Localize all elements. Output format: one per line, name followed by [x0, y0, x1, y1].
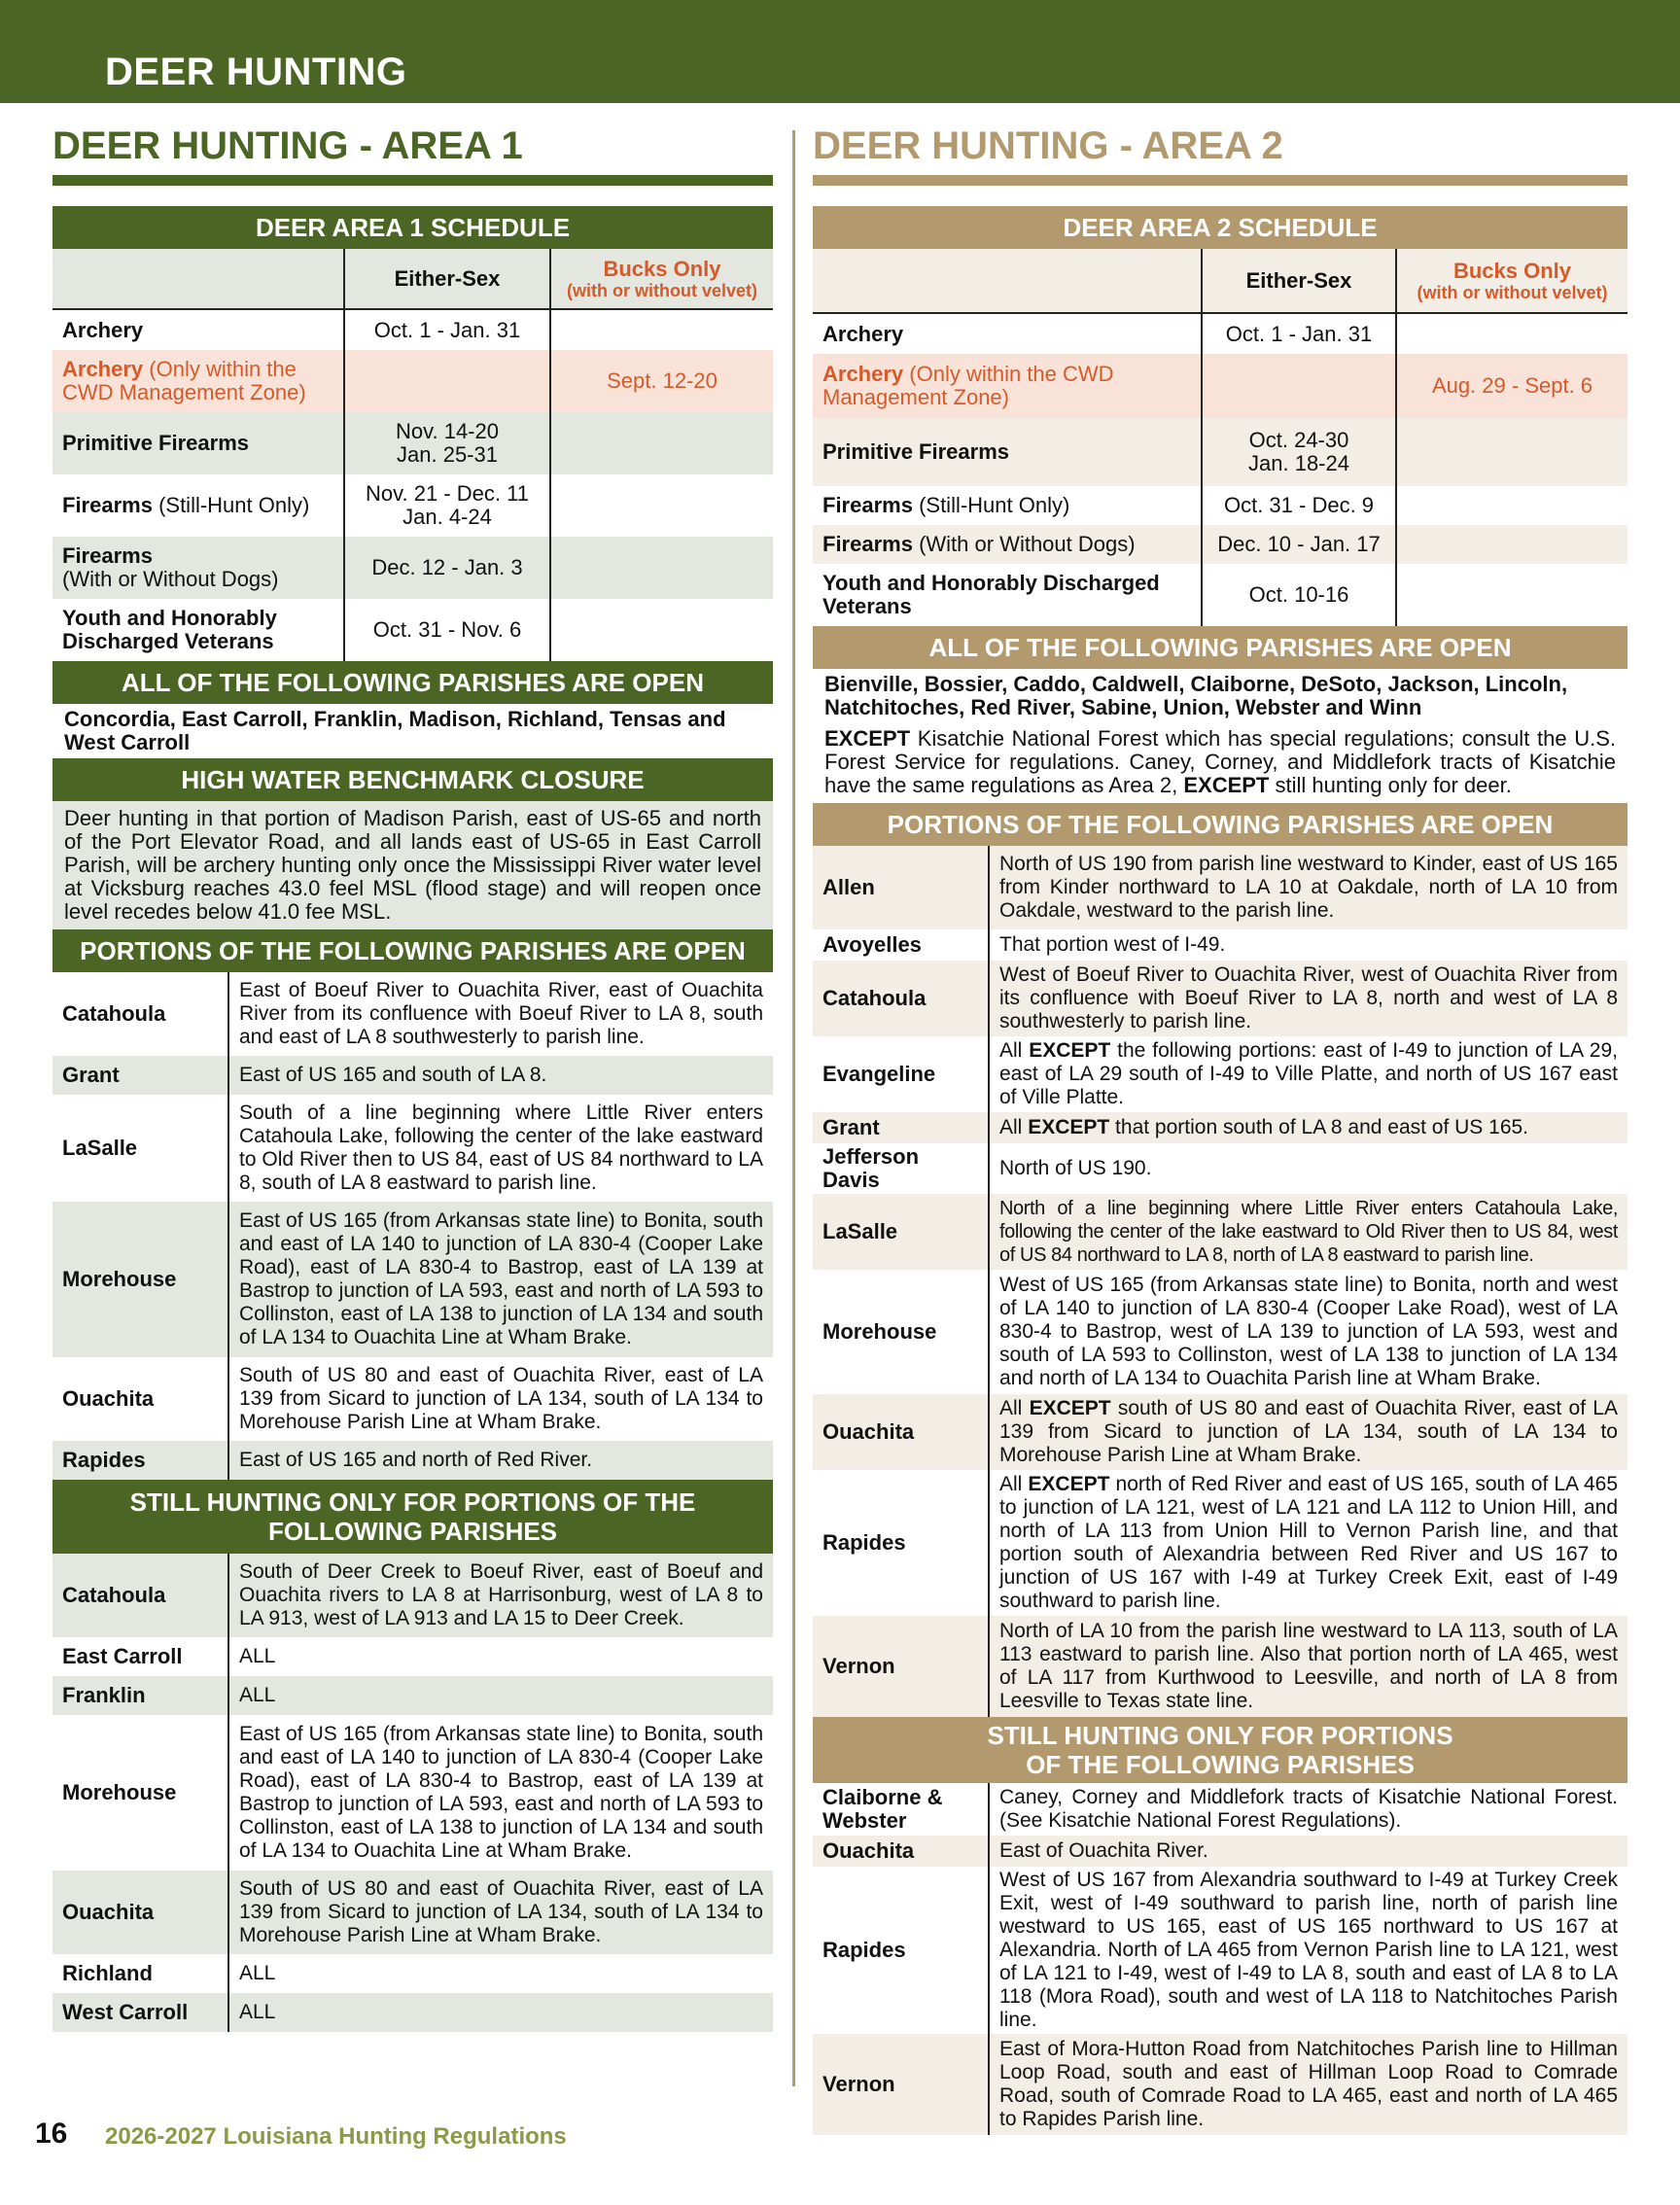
parish-name: Ouachita	[813, 1394, 989, 1470]
parish-name: Richland	[62, 1961, 153, 1985]
area2-title: DEER HUNTING - AREA 2	[813, 124, 1283, 167]
parish-name: Rapides	[822, 1530, 906, 1555]
schedule-bucks-value	[1396, 525, 1628, 564]
parish-description: East of Boeuf River to Ouachita River, east of Ouachita River from its confluence with Boeuf River to LA 8, south and east of LA 8 southwesterly to parish line.	[228, 972, 773, 1056]
parish-description: East of Mora-Hutton Road from Natchitoches Parish line to Hillman Loop Road, south and east of Hillman Loop Road to Comrade Road, south of Comrade Road to LA 465, east and north of LA 465 to Rapides Parish line.	[989, 2034, 1628, 2135]
parish-description: East of US 165 (from Arkansas state line) to Bonita, south and east of LA 140 to junction of LA 830-4 (Cooper Lake Road), east of LA 830-4 to Bastrop, east of LA 139 at Bastrop to junction of LA 593, east and north of LA 593 to Collinston, east of LA 138 to junction of LA 134 and south of LA 134 to Ouachita Line at Wham Brake.	[228, 1715, 773, 1871]
area2-except-note: EXCEPT Kisatchie National Forest which has special regulations; consult the U.S. Forest Service for regulations. Caney, Corney, and Middlefork tracts of Kisatchie have the same regulations as Area 2, EXCEPT still hunting only for deer.	[824, 726, 1616, 797]
schedule-either-value	[344, 350, 550, 412]
parish-description: East of US 165 and south of LA 8.	[228, 1056, 773, 1095]
either-sex-header: Either-Sex	[344, 249, 550, 309]
parish-description: That portion west of I-49.	[989, 929, 1628, 961]
area1-portions-title: PORTIONS OF THE FOLLOWING PARISHES ARE OPEN	[52, 929, 773, 972]
area2-portions-table	[813, 846, 1628, 1717]
schedule-bucks-value	[550, 474, 773, 537]
banner-title: DEER HUNTING	[105, 51, 407, 93]
area1-still-title: STILL HUNTING ONLY FOR PORTIONS OF THE FOLLOWING PARISHES	[52, 1480, 773, 1554]
bucks-only-header: Bucks Only (with or without velvet)	[1396, 249, 1628, 313]
schedule-bucks-value	[550, 537, 773, 599]
schedule-either-value: Oct. 10-16	[1202, 564, 1396, 626]
parish-name: Ouachita	[52, 1871, 228, 1954]
schedule-bucks-value: Sept. 12-20	[550, 350, 773, 412]
schedule-either-value: Nov. 21 - Dec. 11 Jan. 4-24	[344, 474, 550, 537]
area1-open-title: ALL OF THE FOLLOWING PARISHES ARE OPEN	[52, 661, 773, 704]
schedule-either-value: Oct. 24-30 Jan. 18-24	[1202, 418, 1396, 486]
parish-description: North of US 190 from parish line westward to Kinder, east of US 165 from Kinder northward to LA 10 at Oakdale, north of LA 10 from Oakdale, westward to the parish line.	[989, 846, 1628, 929]
parish-description: East of Ouachita River.	[989, 1836, 1628, 1867]
schedule-either-value: Dec. 10 - Jan. 17	[1202, 525, 1396, 564]
area2-open-title: ALL OF THE FOLLOWING PARISHES ARE OPEN	[813, 626, 1628, 669]
schedule-bucks-value	[550, 599, 773, 661]
area2-schedule-table	[813, 249, 1628, 626]
schedule-row-label: Youth and Honorably Discharged Veterans	[62, 606, 277, 653]
parish-name: Morehouse	[822, 1319, 937, 1344]
schedule-row-label: Firearms (With or Without Dogs)	[813, 525, 1202, 564]
area1-open-list: Concordia, East Carroll, Franklin, Madison, Richland, Tensas and West Carroll	[64, 707, 726, 754]
schedule-bucks-value	[550, 309, 773, 350]
parish-description: North of LA 10 from the parish line westward to LA 113, south of LA 113 eastward to parish line. Also that portion north of LA 465, west of LA 117 from Kurthwood to Leesville, and north of LA 8 from Leesville to Texas state line.	[989, 1616, 1628, 1717]
area1-column	[52, 206, 773, 2032]
parish-description: West of US 165 (from Arkansas state line) to Bonita, north and west of LA 140 to junction of LA 830-4 (Cooper Lake Road), west of LA 830-4 to Bastrop, west of LA 139 to junction of LA 593, west and south of LA 593 to Collinston, west of LA 138 to junction of LA 134 and north of LA 134 to Ouachita Parish line at Wham Brake.	[989, 1270, 1628, 1394]
parish-description: ALL	[228, 1993, 773, 2032]
parish-name: Ouachita	[813, 1836, 989, 1867]
schedule-bucks-value	[1396, 313, 1628, 354]
parish-description: East of US 165 and north of Red River.	[228, 1441, 773, 1480]
parish-name: Vernon	[813, 2034, 989, 2135]
parish-description: West of Boeuf River to Ouachita River, west of Ouachita River from its confluence with Boeuf River to LA 8, north and west of LA 8 southwesterly to parish line.	[989, 961, 1628, 1036]
schedule-either-value: Oct. 31 - Nov. 6	[344, 599, 550, 661]
schedule-bucks-value	[550, 412, 773, 474]
parish-description: ALL	[228, 1676, 773, 1715]
area1-schedule-title: DEER AREA 1 SCHEDULE	[52, 206, 773, 249]
schedule-row-label: Primitive Firearms	[52, 412, 344, 474]
schedule-row-label: Archery (Only within the CWD Management Zone)	[52, 350, 344, 412]
schedule-either-value: Dec. 12 - Jan. 3	[344, 537, 550, 599]
schedule-either-value: Oct. 1 - Jan. 31	[344, 309, 550, 350]
parish-name: East Carroll	[62, 1644, 183, 1668]
area1-portions-table	[52, 972, 773, 1480]
parish-description: ALL	[228, 1954, 773, 1993]
parish-name: Rapides	[52, 1441, 228, 1480]
parish-name: West Carroll	[52, 1993, 228, 2032]
parish-description: All EXCEPT north of Red River and east of US 165, south of LA 465 to junction of LA 121, west of LA 121 and LA 112 to Union Hill, and north of LA 113 from Union Hill to Vernon Parish line, and that portion south of Alexandria between Red River and US 167 to junction of US 167 with I-49 at Turkey Creek Exit, east of I-49 southward to parish line.	[989, 1470, 1628, 1616]
schedule-either-value: Oct. 31 - Dec. 9	[1202, 486, 1396, 525]
parish-description: South of US 80 and east of Ouachita River, east of LA 139 from Sicard to junction of LA 134, south of LA 134 to Morehouse Parish Line at Wham Brake.	[228, 1871, 773, 1954]
schedule-bucks-value	[1396, 418, 1628, 486]
parish-name: Franklin	[52, 1676, 228, 1715]
parish-description: South of US 80 and east of Ouachita River, east of LA 139 from Sicard to junction of LA 134, south of LA 134 to Morehouse Parish Line at Wham Brake.	[228, 1357, 773, 1441]
area2-open-list: Bienville, Bossier, Caddo, Caldwell, Claiborne, DeSoto, Jackson, Lincoln, Natchitoches, Red River, Sabine, Union, Webster and Winn	[824, 672, 1568, 719]
parish-name: Rapides	[822, 1938, 906, 1962]
either-sex-header: Either-Sex	[1202, 249, 1396, 313]
area2-portions-title: PORTIONS OF THE FOLLOWING PARISHES ARE OPEN	[813, 803, 1628, 846]
parish-name: Catahoula	[52, 1554, 228, 1637]
parish-name: LaSalle	[813, 1194, 989, 1270]
parish-name: Evangeline	[822, 1062, 936, 1086]
area2-still-table	[813, 1783, 1628, 2135]
schedule-row-label: Firearms (Still-Hunt Only)	[822, 493, 1070, 517]
parish-name: Catahoula	[62, 1001, 166, 1026]
schedule-bucks-value: Aug. 29 - Sept. 6	[1396, 354, 1628, 418]
area1-high-water-text: Deer hunting in that portion of Madison Parish, east of US-65 and north of the Port Elevator Road, and all lands east of US-65 in East Carroll Parish, will be archery hunting only once the Mississippi River water level at Vicksburg reaches 43.0 feel MSL (flood stage) and will reopen once level recedes below 41.0 fee MSL.	[52, 801, 773, 929]
parish-description: South of Deer Creek to Boeuf River, east of Boeuf and Ouachita rivers to LA 8 at Harrisonburg, west of LA 8 to LA 913, west of LA 913 and LA 15 to Deer Creek.	[228, 1554, 773, 1637]
area1-title: DEER HUNTING - AREA 1	[52, 124, 523, 167]
parish-name: LaSalle	[62, 1136, 138, 1160]
schedule-row-label: Archery (Only within the CWD Management Zone)	[813, 354, 1202, 418]
schedule-row-label: Archery	[822, 321, 904, 346]
parish-name: Catahoula	[813, 961, 989, 1036]
area2-rule	[813, 175, 1628, 186]
parish-name: Claiborne & Webster	[822, 1785, 943, 1833]
schedule-row-label: Archery	[62, 317, 144, 342]
schedule-row-label: Firearms (Still-Hunt Only)	[62, 493, 310, 517]
schedule-row-label: Youth and Honorably Discharged Veterans	[822, 571, 1160, 618]
area1-still-table	[52, 1554, 773, 2032]
schedule-either-value: Oct. 1 - Jan. 31	[1202, 313, 1396, 354]
parish-name: Vernon	[813, 1616, 989, 1717]
area1-schedule-table	[52, 249, 773, 661]
area1-high-water-title: HIGH WATER BENCHMARK CLOSURE	[52, 758, 773, 801]
column-divider	[792, 130, 795, 2086]
page-number: 16	[35, 2118, 68, 2150]
parish-description: North of a line beginning where Little River enters Catahoula Lake, following the center of the lake eastward to Old River then to US 84, west of US 84 northward to LA 8, north of LA 8 eastward to parish line.	[989, 1194, 1628, 1270]
parish-name: Morehouse	[52, 1202, 228, 1357]
area2-column	[813, 206, 1628, 2135]
parish-description: East of US 165 (from Arkansas state line) to Bonita, south and east of LA 140 to junction of LA 830-4 (Cooper Lake Road), east of LA 830-4 to Bastrop, east of LA 139 at Bastrop to junction of LA 593, east and north of LA 593 to Collinston, east of LA 138 to junction of LA 134 and south of LA 134 to Ouachita Line at Wham Brake.	[228, 1202, 773, 1357]
parish-description: West of US 167 from Alexandria southward to I-49 at Turkey Creek Exit, west of I-49 southward to parish line, north of parish line westward to US 165, east of US 165 northward to US 167 at Alexandria. North of LA 465 from Vernon Parish line to LA 121, west of LA 121 to I-49, west of I-49 to LA 8, south and east of LA 8 to LA 118 (Mora Road), south and west of LA 118 to Natchitoches Parish line.	[989, 1867, 1628, 2034]
parish-description: South of a line beginning where Little River enters Catahoula Lake, following the center of the lake eastward to Old River then to US 84, east of US 84 northward to LA 8, south of LA 8 eastward to parish line.	[228, 1095, 773, 1202]
area2-still-title: STILL HUNTING ONLY FOR PORTIONS OF THE FOLLOWING PARISHES	[813, 1717, 1628, 1783]
footer-title: 2026-2027 Louisiana Hunting Regulations	[105, 2123, 567, 2150]
parish-name: Allen	[813, 846, 989, 929]
parish-description: Caney, Corney and Middlefork tracts of Kisatchie National Forest. (See Kisatchie National Forest Regulations).	[989, 1783, 1628, 1836]
bucks-only-header: Bucks Only (with or without velvet)	[550, 249, 773, 309]
area1-rule	[52, 175, 773, 186]
parish-description: All EXCEPT south of US 80 and east of Ouachita River, east of LA 139 from Sicard to junction of LA 134, south of LA 134 to Morehouse Parish Line at Wham Brake.	[989, 1394, 1628, 1470]
parish-name: Morehouse	[62, 1780, 177, 1804]
parish-name: Jefferson Davis	[822, 1144, 920, 1192]
schedule-row-label: Primitive Firearms	[813, 418, 1202, 486]
parish-description: North of US 190.	[989, 1143, 1628, 1194]
parish-name: Avoyelles	[822, 932, 922, 957]
schedule-either-value	[1202, 354, 1396, 418]
parish-name: Ouachita	[62, 1386, 155, 1411]
parish-description: ALL	[228, 1637, 773, 1676]
area2-schedule-title: DEER AREA 2 SCHEDULE	[813, 206, 1628, 249]
parish-name: Grant	[52, 1056, 228, 1095]
schedule-row-label: Firearms (With or Without Dogs)	[52, 537, 344, 599]
parish-name: Grant	[813, 1112, 989, 1143]
schedule-bucks-value	[1396, 564, 1628, 626]
parish-description: All EXCEPT that portion south of LA 8 and east of US 165.	[989, 1112, 1628, 1143]
parish-description: All EXCEPT the following portions: east of I-49 to junction of LA 29, east of LA 29 south of I-49 to Ville Platte, and north of US 167 east of Ville Platte.	[989, 1036, 1628, 1112]
schedule-either-value: Nov. 14-20 Jan. 25-31	[344, 412, 550, 474]
schedule-bucks-value	[1396, 486, 1628, 525]
